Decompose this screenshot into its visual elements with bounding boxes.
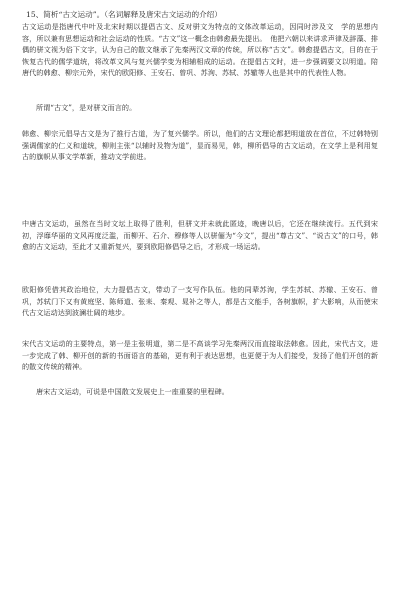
paragraph-definition: 古文运动是指唐代中叶及北宋时期以提倡古文、反对骈文为特点的文体改革运动，因同时涉及文 学的思想内容，所以兼有思想运动和社会运动的性质。“古文”这一概念由韩愈最先提出。 他把六朝以来讲求声律及辞藻、排偶的骈文视为俗下文字，认为自己的散文继承了先秦两汉文章的传统，所以称“古文”。韩愈提倡古文，目的在于恢复古代的儒学道统，将改革文风与复兴儒学变为相辅相成的运动。在提倡古文时，进一步强调要文以明道。陪唐代的韩愈、柳宗元外，宋代的欧阳修、王安石、曾巩、苏洵、苏轼、苏辙等人也是其中的代表性人物。 <box>22 22 378 78</box>
paragraph-song-features: 宋代古文运动的主要特点，第一是主张明道，第二是不高谈学习先秦两汉而直接取法韩愈。因此，宋代古文，进一步完成了韩、柳开创的新的书面语言的基础，更有利于表达思想，也更便于为人们接受，发扬了他们开创的新的散文传统的精神。 <box>22 339 378 372</box>
paragraph-guwen-meaning: 所谓“古文”，是对骈文而言的。 <box>36 103 137 112</box>
paragraph-han-liu: 韩愈、柳宗元倡导古文是为了推行古道，为了复兴儒学。所以，他们的古文理论都把明道放在首位，不过韩特别强调儒家的仁义和道统，柳则主张“以辅时及物为道”，显而易见，韩，柳所倡导的古文运动，在文学上是利用复古的旗帜从事文学革新，推动文学前进。 <box>22 129 378 162</box>
paragraph-mid-tang: 中唐古文运动，虽然在当时文坛上取得了胜利，但骈文并未就此匿迹，晚唐以后，它还在继续流行。五代到宋初，浮靡华丽的文风再度泛滥，而柳开、石介、穆修等人以骈俪为“今文”，提出“尊古文”、“说古文”的口号，韩愈的古文运动，至此才又重新复兴，要到欧阳修倡导之后，才形成一场运动。 <box>22 219 378 252</box>
paragraph-conclusion: 唐宋古文运动，可说是中国散文发展史上一座重要的里程碑。 <box>36 387 229 396</box>
question-title: 15、简析“古文运动”。（名词解释及唐宋古文运动的介绍） <box>26 10 222 19</box>
paragraph-ouyang-xiu: 欧阳修凭借其政治地位，大力提倡古文，带动了一支写作队伍。他的同辈苏洵，学生苏轼、苏辙、王安石、曾巩，苏轼门下又有黄庭坚、陈师道、张耒、秦观、晁补之等人，都是古文能手，各树旗帜，扩大影响，从而使宋代古文运动达到波澜壮阔的地步。 <box>22 285 378 318</box>
